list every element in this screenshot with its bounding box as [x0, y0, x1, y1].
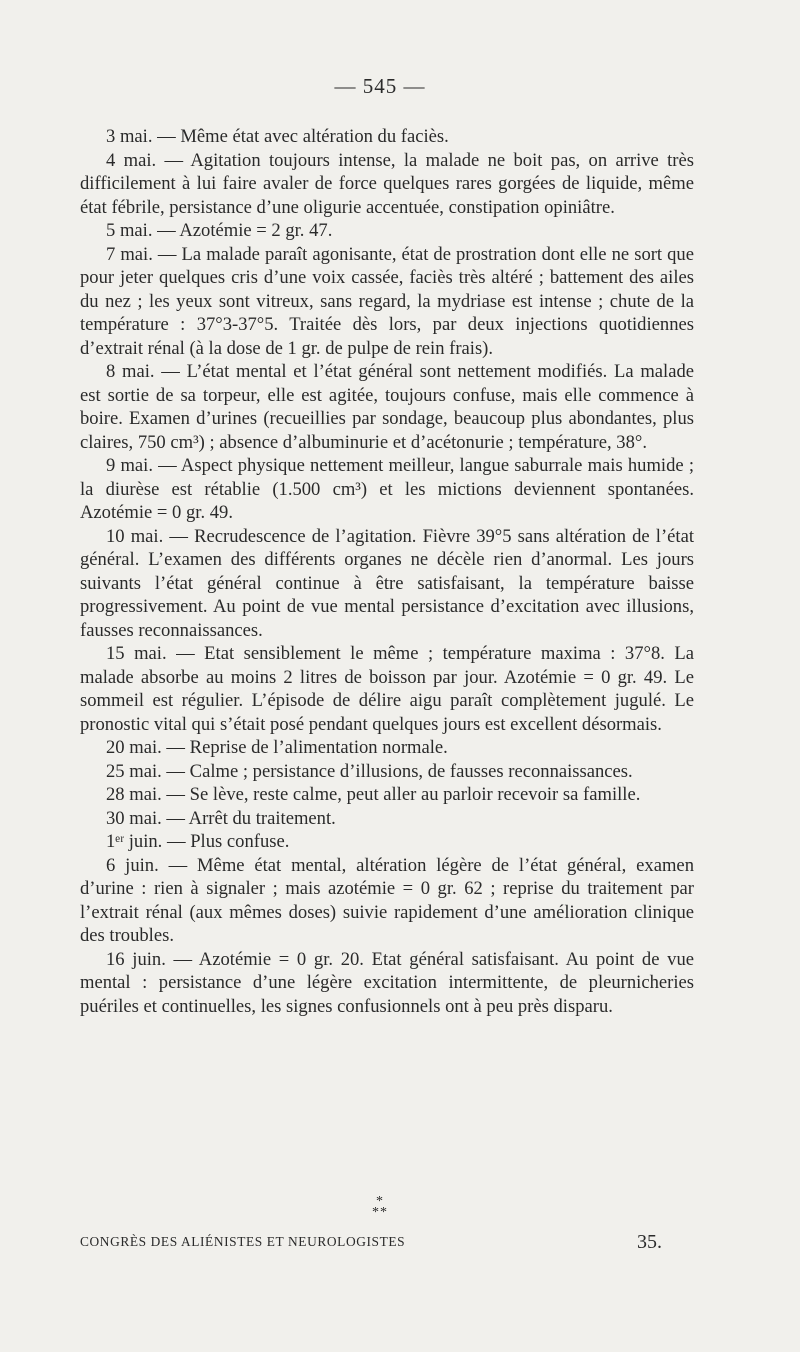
page-number: — 545 —	[334, 74, 426, 98]
body-text	[80, 125, 694, 1018]
entry-28-mai: 28 mai. — Se lève, reste calme, peut aller au parloir recevoir sa famille.	[106, 784, 641, 805]
sheet-number: 35.	[637, 1231, 662, 1253]
footer-publication: CONGRÈS DES ALIÉNISTES ET NEUROLOGISTES	[80, 1234, 406, 1249]
entry-3-mai: 3 mai. — Même état avec altération du faciès.	[106, 126, 449, 147]
entry-10-mai: 10 mai. — Recrudescence de l’agitation. Fièvre 39°5 sans altération de l’état général. L’examen des différents organes ne décèle rien d’anormal. Les jours suivants l’état général continue à être satisfaisant, la température baisse progressivement. Au point de vue mental persistance d’excitation avec illusions, fausses reconnaissances.	[80, 525, 694, 641]
asterism-ornament	[0, 1196, 760, 1218]
entry-9-mai: 9 mai. — Aspect physique nettement meilleur, langue saburrale mais humide ; la diurèse est rétablie (1.500 cm³) et les mictions deviennent spontanées. Azotémie = 0 gr. 49.	[80, 455, 694, 523]
entry-7-mai: 7 mai. — La malade paraît agonisante, état de prostration dont elle ne sort que pour jeter quelques cris d’une voix cassée, faciès très altéré ; battement des ailes du nez ; les yeux sont vitreux, sans regard, la mydriase est intense ; chute de la température : 37°3-37°5. Traitée dès lors, par deux injections quotidiennes d’extrait rénal (à la dose de 1 gr. de pulpe de rein frais).	[80, 243, 694, 359]
asterism-bottom: **	[372, 1205, 388, 1220]
entry-1-juin: 1ᵉʳ juin. — Plus confuse.	[106, 831, 290, 852]
entry-30-mai: 30 mai. — Arrêt du traitement.	[106, 807, 336, 829]
entry-16-juin: 16 juin. — Azotémie = 0 gr. 20. Etat général satisfaisant. Au point de vue mental : persistance d’une légère excitation intermittente, de pleurnicheries puériles et continuelles, les signes confusionnels ont à peu près disparu.	[80, 948, 694, 1017]
entry-4-mai: 4 mai. — Agitation toujours intense, la malade ne boit pas, on arrive très difficilement à lui faire avaler de force quelques rares gorgées de liquide, même état fébrile, persistance d’une oligurie accentuée, constipation opiniâtre.	[80, 149, 694, 218]
entry-15-mai: 15 mai. — Etat sensiblement le même ; température maxima : 37°8. La malade absorbe au moins 2 litres de boisson par jour. Azotémie = 0 gr. 49. Le sommeil est régulier. L’épisode de délire aigu paraît complètement jugulé. Le pronostic vital qui s’était posé pendant quelques jours est excellent désormais.	[80, 643, 694, 735]
entry-6-juin: 6 juin. — Même état mental, altération légère de l’état général, examen d’urine : rien à signaler ; mais azotémie = 0 gr. 62 ; reprise du traitement par l’extrait rénal (aux mêmes doses) suivie rapidement d’une amélioration clinique des troubles.	[80, 854, 694, 946]
entry-5-mai: 5 mai. — Azotémie = 2 gr. 47.	[106, 220, 333, 241]
entry-20-mai: 20 mai. — Reprise de l’alimentation normale.	[106, 737, 448, 758]
entry-8-mai: 8 mai. — L’état mental et l’état général sont nettement modifiés. La malade est sortie de sa torpeur, elle est agitée, toujours confuse, mais elle commence à boire. Examen d’urines (recueillies par sondage, beaucoup plus abondantes, plus claires, 750 cm³) ; absence d’albuminurie et d’acétonurie ; température, 38°.	[80, 361, 694, 453]
entry-25-mai: 25 mai. — Calme ; persistance d’illusions, de fausses reconnaissances.	[106, 760, 633, 782]
asterism-top: *	[376, 1194, 384, 1209]
